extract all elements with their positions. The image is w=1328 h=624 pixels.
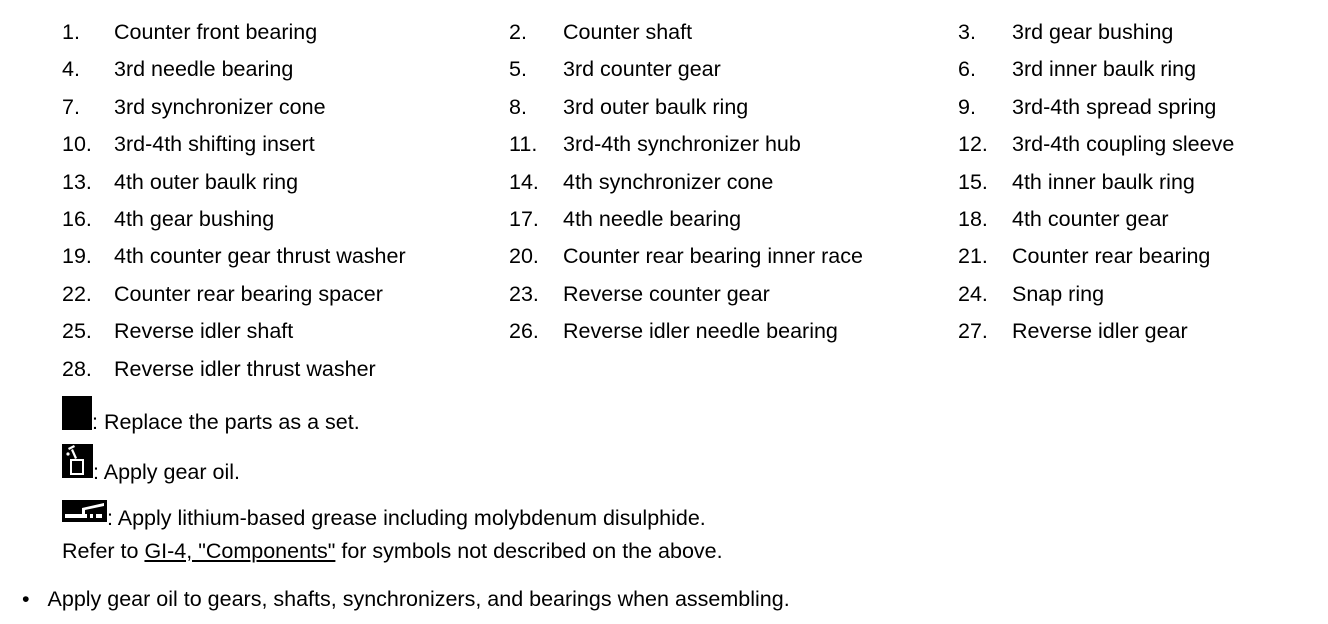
legend-refer [62,538,723,564]
bullet-icon: • [22,587,30,611]
part-name: 4th counter gear [1012,207,1169,231]
part-number: 18. [958,207,988,231]
refer-suffix: for symbols not described on the above. [335,539,723,563]
part-name: Reverse counter gear [563,281,770,306]
part-name: Counter rear bearing inner race [563,244,863,269]
part-number: 14. [509,169,539,194]
legend-oil-text: : Apply gear oil. [93,460,241,484]
part-name: Counter rear bearing spacer [114,281,383,306]
part-number: 20. [509,244,539,269]
part-number: 3. [958,20,976,44]
part-number: 28. [62,356,92,381]
part-name: 3rd-4th shifting insert [114,132,315,157]
part-number: 25. [62,319,92,344]
part-number: 15. [958,169,988,194]
part-name: 3rd-4th spread spring [1012,94,1217,119]
grease-gun-icon [62,500,107,528]
legend-set [62,396,360,436]
part-number: 9. [958,94,976,119]
part-number: 2. [509,20,527,44]
part-name: Reverse idler thrust washer [114,356,376,381]
part-number: 21. [958,244,988,269]
part-name: 4th counter gear thrust washer [114,244,406,269]
part-name: 4th synchronizer cone [563,169,774,194]
part-number: 10. [62,132,92,157]
part-name: 3rd-4th coupling sleeve [1012,132,1235,157]
part-name: 3rd outer baulk ring [563,94,749,119]
part-name: 4th needle bearing [563,207,742,231]
part-name: 4th outer baulk ring [114,169,299,194]
oil-can-icon [62,444,93,484]
part-number: 23. [509,281,539,306]
part-number: 19. [62,244,92,269]
part-number: 26. [509,319,539,344]
part-name: 3rd needle bearing [114,57,294,82]
part-number: 6. [958,57,976,82]
part-number: 27. [958,319,988,344]
part-number: 7. [62,94,80,119]
legend-grease-text: : Apply lithium-based grease including molybdenum disulphide. [107,506,706,530]
part-number: 16. [62,207,92,231]
part-number: 4. [62,57,80,82]
part-number: 11. [509,132,538,157]
legend-grease [62,500,706,528]
assembly-note-text: Apply gear oil to gears, shafts, synchronizers, and bearings when assembling. [47,587,790,611]
part-name: 3rd synchronizer cone [114,94,326,119]
part-name: Counter front bearing [114,20,318,44]
part-name: 3rd-4th synchronizer hub [563,132,801,157]
part-name: 4th inner baulk ring [1012,169,1195,194]
part-number: 24. [958,281,988,306]
refer-prefix: Refer to [62,539,145,563]
legend-oil [62,444,240,484]
part-number: 5. [509,57,527,82]
part-name: 3rd inner baulk ring [1012,57,1197,82]
part-name: 3rd gear bushing [1012,20,1174,44]
part-name: 4th gear bushing [114,207,275,231]
solid-square-icon [62,396,92,436]
part-name: Snap ring [1012,281,1105,306]
part-number: 22. [62,281,92,306]
components-link[interactable]: GI-4, "Components" [144,539,336,563]
part-name: Counter shaft [563,20,693,44]
legend-set-text: : Replace the parts as a set. [92,410,360,434]
part-number: 8. [509,94,527,119]
part-number: 13. [62,169,92,194]
part-name: 3rd counter gear [563,57,721,82]
part-number: 1. [62,20,80,44]
part-name: Reverse idler shaft [114,319,294,344]
part-name: Reverse idler gear [1012,319,1188,344]
part-number: 17. [509,207,539,231]
part-number: 12. [958,132,988,157]
assembly-note [22,587,790,612]
part-name: Counter rear bearing [1012,244,1211,269]
part-name: Reverse idler needle bearing [563,319,838,344]
